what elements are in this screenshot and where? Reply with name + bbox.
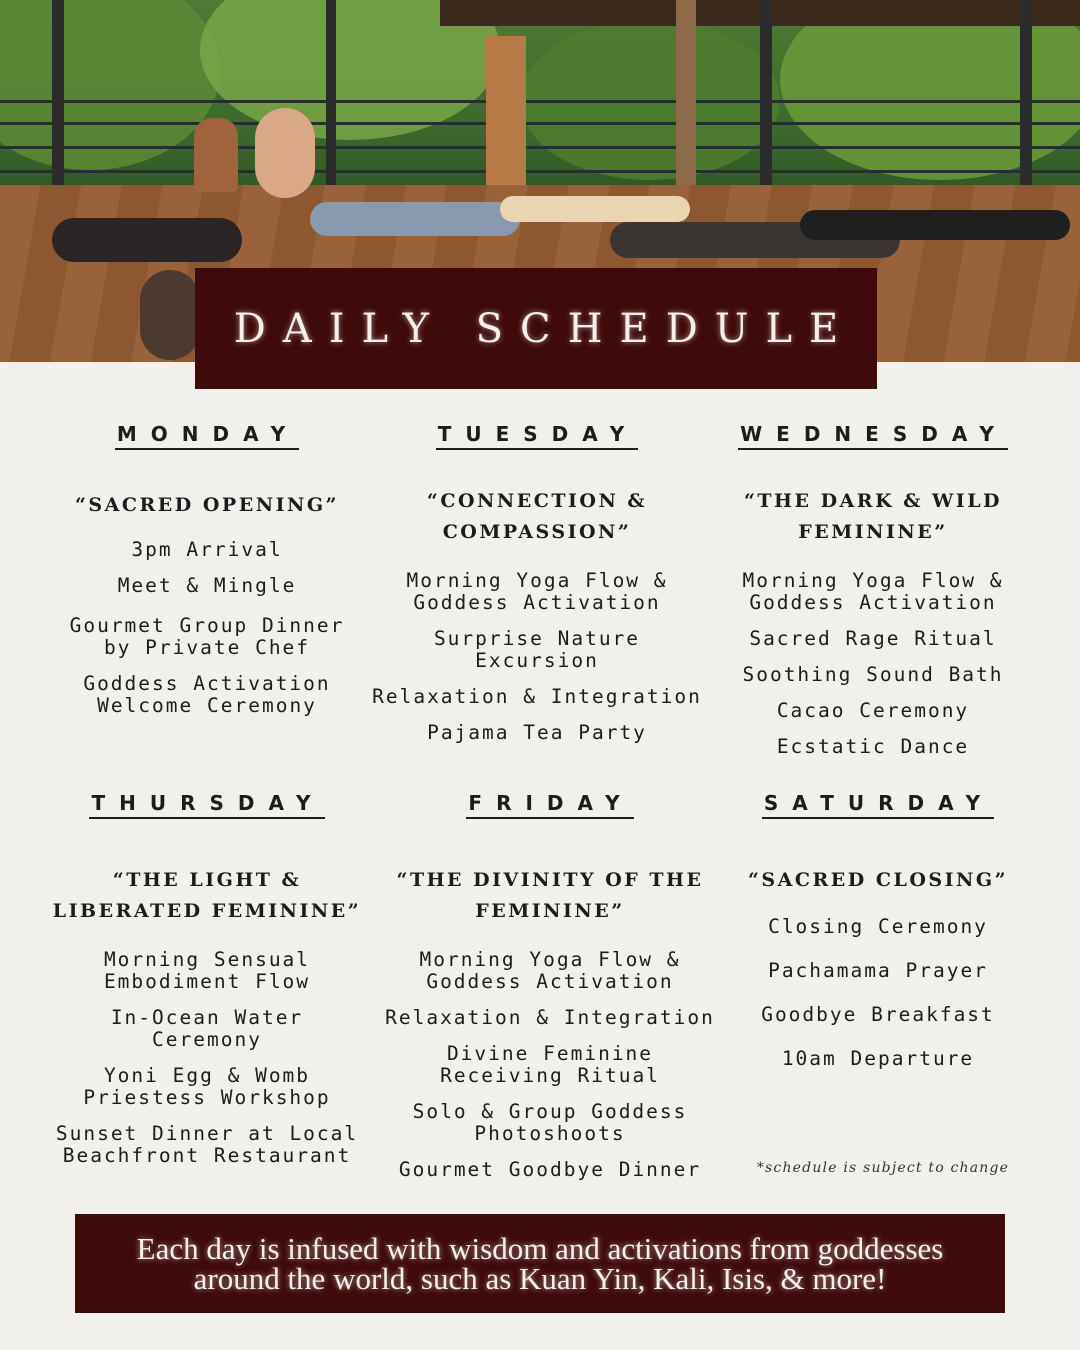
post bbox=[52, 0, 64, 195]
railing bbox=[0, 100, 1080, 103]
title-banner bbox=[195, 268, 877, 389]
schedule-item: Morning Sensual Embodiment Flow bbox=[103, 948, 311, 993]
day-name: THURSDAY bbox=[89, 791, 324, 819]
schedule-item: Goddess Activation Welcome Ceremony bbox=[83, 672, 331, 717]
pillar bbox=[486, 36, 526, 186]
post bbox=[1020, 0, 1032, 210]
schedule-item: Morning Yoga Flow & Goddess Activation bbox=[406, 569, 668, 614]
schedule-item: Morning Yoga Flow & Goddess Activation bbox=[419, 948, 681, 993]
pillar bbox=[676, 0, 696, 190]
person bbox=[52, 218, 242, 262]
day-thursday bbox=[37, 791, 377, 1181]
schedule-item: Goodbye Breakfast bbox=[761, 1003, 995, 1026]
day-monday bbox=[37, 422, 377, 731]
schedule-item: Closing Ceremony bbox=[768, 915, 988, 938]
page-title: DAILY SCHEDULE bbox=[233, 305, 856, 352]
schedule-item: Soothing Sound Bath bbox=[742, 663, 1004, 686]
day-theme: “THE DARK & WILD FEMININE” bbox=[743, 490, 1003, 543]
schedule-item: Pajama Tea Party bbox=[427, 721, 647, 744]
day-name: FRIDAY bbox=[466, 791, 633, 819]
schedule-item: Morning Yoga Flow & Goddess Activation bbox=[742, 569, 1004, 614]
schedule-item: Sacred Rage Ritual bbox=[749, 627, 997, 650]
schedule-item: Surprise Nature Excursion bbox=[433, 627, 641, 672]
footer-banner bbox=[75, 1214, 1005, 1313]
day-theme: “SACRED OPENING” bbox=[75, 494, 339, 516]
day-theme: “THE LIGHT & LIBERATED FEMININE” bbox=[52, 869, 362, 922]
day-wednesday bbox=[703, 422, 1043, 772]
schedule-item: Ecstatic Dance bbox=[776, 735, 970, 758]
day-saturday bbox=[708, 791, 1048, 1084]
person bbox=[310, 202, 520, 236]
schedule-item: Sunset Dinner at Local Beachfront Restaurant bbox=[55, 1122, 359, 1167]
day-name: MONDAY bbox=[115, 422, 299, 450]
buddha-statue bbox=[194, 118, 238, 192]
person bbox=[800, 210, 1070, 240]
schedule-item: Meet & Mingle bbox=[117, 574, 297, 597]
person bbox=[500, 196, 690, 222]
schedule-item: 10am Departure bbox=[781, 1047, 975, 1070]
schedule-item: Solo & Group Goddess Photoshoots bbox=[412, 1100, 688, 1145]
schedule-item: 3pm Arrival bbox=[131, 538, 283, 561]
schedule-item: In-Ocean Water Ceremony bbox=[110, 1006, 304, 1051]
day-friday bbox=[380, 791, 720, 1195]
day-name: SATURDAY bbox=[762, 791, 994, 819]
footer-text: Each day is infused with wisdom and activations from goddesses around the world, such as Kuan Yin, Kali, Isis, & more! bbox=[136, 1230, 944, 1296]
foliage bbox=[780, 0, 1080, 180]
foliage bbox=[0, 0, 220, 170]
day-theme: “CONNECTION & COMPASSION” bbox=[426, 490, 648, 543]
schedule-item: Yoni Egg & Womb Priestess Workshop bbox=[83, 1064, 331, 1109]
post bbox=[760, 0, 772, 190]
day-name: WEDNESDAY bbox=[738, 422, 1008, 450]
schedule-item: Cacao Ceremony bbox=[776, 699, 970, 722]
day-tuesday bbox=[367, 422, 707, 758]
schedule-item: Relaxation & Integration bbox=[372, 685, 702, 708]
schedule-note: *schedule is subject to change bbox=[756, 1160, 1010, 1176]
post bbox=[326, 0, 336, 185]
teacher bbox=[255, 108, 315, 198]
person bbox=[140, 270, 200, 360]
day-theme: “THE DIVINITY OF THE FEMININE” bbox=[396, 869, 704, 922]
schedule-item: Gourmet Goodbye Dinner bbox=[398, 1158, 702, 1181]
schedule-item: Relaxation & Integration bbox=[385, 1006, 715, 1029]
schedule-item: Divine Feminine Receiving Ritual bbox=[440, 1042, 660, 1087]
railing bbox=[0, 146, 1080, 149]
schedule-item: Pachamama Prayer bbox=[768, 959, 988, 982]
railing bbox=[0, 122, 1080, 125]
railing bbox=[0, 170, 1080, 173]
day-theme: “SACRED CLOSING” bbox=[747, 869, 1009, 891]
day-name: TUESDAY bbox=[436, 422, 639, 450]
schedule-item: Gourmet Group Dinner by Private Chef bbox=[69, 614, 345, 659]
